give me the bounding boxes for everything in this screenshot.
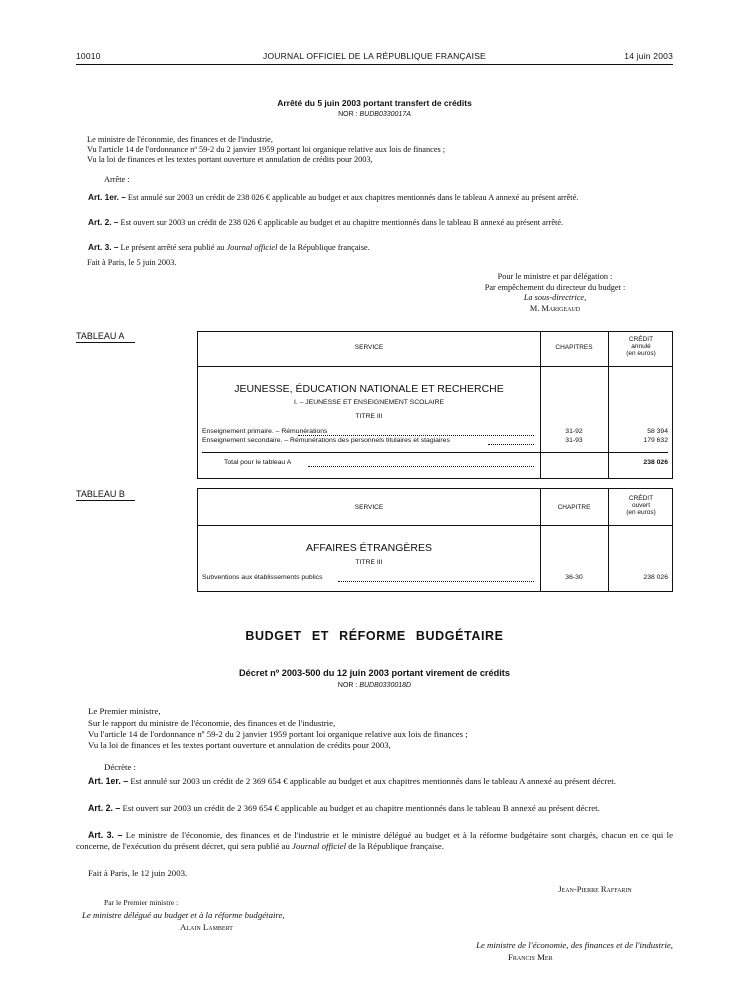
decret-signatory-pm: Jean-Pierre Raffarin — [558, 884, 632, 894]
tableau-a-row-2-credit: 179 632 — [643, 437, 668, 444]
tableau-b — [197, 488, 673, 592]
section-title: BUDGET ET RÉFORME BUDGÉTAIRE — [245, 629, 504, 643]
arrete-sig-line-3: La sous-directrice, — [523, 293, 587, 302]
decret-fait: Fait à Paris, le 12 juin 2003. — [88, 868, 188, 878]
header-date: 14 juin 2003 — [624, 51, 673, 61]
tableau-a-total-leader — [308, 466, 534, 467]
tableau-a-total-rule — [202, 452, 668, 453]
arrete-visa-3: Vu la loi de finances et les textes portant ouverture et annulation de crédits pour 2003, — [87, 155, 373, 164]
arrete-title: Arrêté du 5 juin 2003 portant transfert de crédits — [277, 98, 472, 108]
page-number: 10010 — [76, 51, 101, 61]
tableau-a-total-value: 238 026 — [643, 459, 668, 466]
arrete-visa-2: Vu l'article 14 de l'ordonnance nº 59-2 du 2 janvier 1959 portant loi organique relative aux lois de finances ; — [87, 145, 446, 154]
tableau-a-col-service: SERVICE — [354, 344, 384, 351]
tableau-b-col-service: SERVICE — [354, 504, 384, 511]
arrete-art2-label: Art. 2. – — [88, 217, 119, 227]
arrete-article-2 — [76, 217, 673, 228]
tableau-a-label: TABLEAU A — [76, 331, 135, 343]
tableau-a-col-chapitres: CHAPITRES — [555, 344, 593, 351]
decret-article-3 — [76, 830, 673, 852]
decret-nor-value: BUDB0330018D — [359, 682, 412, 689]
arrete-art3-journal: Journal officiel — [226, 243, 278, 252]
arrete-art1-text: Est annulé sur 2003 un crédit de 238 026 € applicable au budget et aux chapitres mentionnés dans le tableau A annexé au présent arrêté. — [127, 193, 579, 202]
decret-art3-after: de la République française. — [348, 841, 444, 851]
decret-minister-budget-title: Le ministre délégué au budget et à la réforme budgétaire, — [82, 910, 285, 920]
arrete-sig-name: M. Marigeaud — [529, 303, 581, 313]
tableau-b-row-label: Subventions aux établissements publics — [202, 574, 323, 581]
tableau-b-row-credit: 238 026 — [643, 574, 668, 581]
tableau-a-section: I. – JEUNESSE ET ENSEIGNEMENT SCOLAIRE — [293, 399, 445, 406]
arrete-art3-before: Le présent arrêté sera publié au — [120, 243, 225, 252]
tableau-b-row-chapitre: 36-30 — [565, 574, 583, 581]
arrete-article-1 — [76, 192, 673, 203]
tableau-a-row-1-leader — [298, 435, 534, 436]
tableau-b-col-chapitre: CHAPITRE — [557, 504, 591, 511]
decret-minister-eco-title: Le ministre de l'économie, des finances et de l'industrie, — [476, 940, 673, 950]
tableau-b-ministry: AFFAIRES ÉTRANGÈRES — [305, 542, 433, 554]
tableau-a-row-1-chapitre: 31-92 — [565, 428, 583, 435]
tableau-a-credit-line-3: (en euros) — [626, 350, 656, 357]
tableau-a-divider-1 — [540, 332, 541, 478]
tableau-a-row-2-leader — [488, 444, 534, 445]
decret-title: Décret nº 2003-500 du 12 juin 2003 portant virement de crédits — [239, 668, 510, 678]
decret-art1-text: Est annulé sur 2003 un crédit de 2 369 654 € applicable au budget et aux chapitres mentionnés dans le tableau A annexé au présent décret. — [130, 776, 616, 786]
decret-nor — [76, 682, 673, 689]
decret-visa-3: Vu l'article 14 de l'ordonnance nº 59-2 du 2 janvier 1959 portant loi organique relative aux lois de finances ; — [88, 729, 468, 739]
decret-nor-label: NOR : — [337, 682, 358, 689]
tableau-a-header-rule — [198, 366, 672, 367]
journal-title: JOURNAL OFFICIEL DE LA RÉPUBLIQUE FRANÇAISE — [263, 51, 486, 61]
tableau-b-label: TABLEAU B — [76, 489, 135, 501]
tableau-a-titre: TITRE III — [355, 413, 383, 420]
arrete-art3-after: de la République française. — [279, 243, 370, 252]
arrete-nor-value: BUDB0330017A — [359, 111, 411, 118]
decret-visa-1: Le Premier ministre, — [88, 706, 161, 716]
tableau-b-credit-line-2: ouvert — [631, 502, 651, 509]
decret-art1-label: Art. 1er. – — [88, 776, 129, 786]
arrete-visa-1: Le ministre de l'économie, des finances et de l'industrie, — [87, 135, 273, 144]
arrete-fait: Fait à Paris, le 5 juin 2003. — [87, 258, 177, 267]
arrete-nor — [76, 111, 673, 118]
arrete-article-3 — [76, 242, 673, 253]
arrete-sig-line-2: Par empêchement du directeur du budget : — [484, 282, 626, 292]
tableau-a-row-1-label: Enseignement primaire. – Rémunérations — [202, 428, 328, 435]
arrete-signature — [430, 272, 680, 314]
tableau-a-col-credit — [608, 336, 674, 357]
tableau-a-ministry: JEUNESSE, ÉDUCATION NATIONALE ET RECHERCHE — [234, 383, 504, 395]
tableau-a-row-1-credit: 58 394 — [647, 428, 668, 435]
decret-minister-eco-name: Francis Mer — [508, 952, 553, 962]
arrete-sig-line-1: Pour le ministre et par délégation : — [497, 272, 613, 281]
decrete-word: Décrète : — [104, 762, 136, 772]
tableau-a-credit-line-2: annulé — [631, 343, 651, 350]
tableau-a-row-2-chapitre: 31-93 — [565, 437, 583, 444]
arrete-word: Arrête : — [104, 175, 130, 184]
arrete-nor-label: NOR : — [338, 111, 358, 118]
decret-visa-2: Sur le rapport du ministre de l'économie, des finances et de l'industrie, — [88, 718, 336, 728]
tableau-b-col-credit — [608, 495, 674, 516]
tableau-a-row-2-label: Enseignement secondaire. – Rémunérations des personnels titulaires et stagiaires — [202, 437, 450, 444]
tableau-a-credit-line-1: CRÉDIT — [628, 336, 654, 343]
tableau-b-header-rule — [198, 525, 672, 526]
decret-article-1 — [76, 776, 673, 787]
decret-art3-before: Le ministre de l'économie, des finances et de l'industrie et le ministre délégué au budget et à la réforme budgétaire sont chargés, chacun en ce qui le concerne, de l'exécution du présent décret, qui sera publié au — [76, 830, 673, 851]
tableau-b-credit-line-1: CRÉDIT — [628, 495, 654, 502]
decret-par-le-pm: Par le Premier ministre : — [104, 898, 179, 907]
decret-art3-label: Art. 3. – — [88, 830, 123, 840]
decret-minister-budget-name: Alain Lambert — [180, 922, 233, 932]
header-rule — [76, 64, 673, 65]
decret-art2-label: Art. 2. – — [88, 803, 121, 813]
decret-visa-4: Vu la loi de finances et les textes portant ouverture et annulation de crédits pour 2003, — [88, 740, 391, 750]
decret-article-2 — [76, 803, 673, 814]
tableau-b-titre: TITRE III — [355, 559, 383, 566]
tableau-a-total-label: Total pour le tableau A — [224, 459, 292, 466]
tableau-b-row-leader — [338, 581, 534, 582]
tableau-a — [197, 331, 673, 479]
arrete-art3-label: Art. 3. – — [88, 242, 119, 252]
decret-art2-text: Est ouvert sur 2003 un crédit de 2 369 654 € applicable au budget et au chapitre mentionnés dans le tableau B annexé au présent décret. — [122, 803, 600, 813]
decret-art3-journal: Journal officiel — [292, 841, 347, 851]
arrete-art1-label: Art. 1er. – — [88, 192, 126, 202]
tableau-b-credit-line-3: (en euros) — [626, 509, 656, 516]
arrete-art2-text: Est ouvert sur 2003 un crédit de 238 026 € applicable au budget et au chapitre mentionnés dans le tableau B annexé au présent arrêté. — [120, 218, 564, 227]
